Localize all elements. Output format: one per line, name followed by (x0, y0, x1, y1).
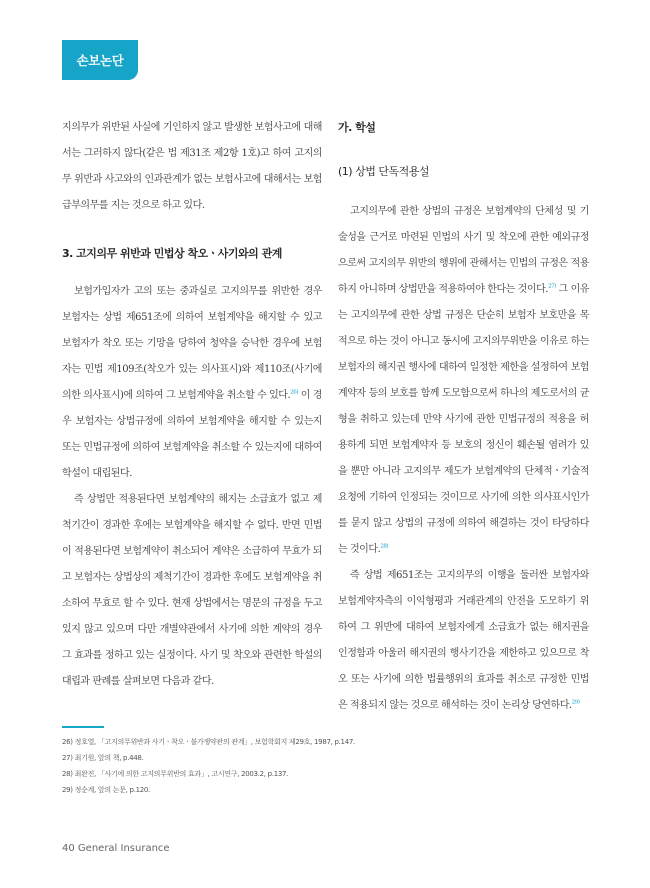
footnote-ref[interactable]: 26) (290, 389, 299, 396)
paragraph-text: 즉 상법 제651조는 고지의무의 이행을 둘러싼 보험자와 보험계약자측의 이익형평과 거래관계의 안전을 도모하기 위하여 그 위반에 대하여 보험자에게 소급효가 없는 해지권을 인정함과 아울러 해지권의 행사기간을 제한하고 있으므로 착오 또는 사기에 의한 법률행위의 효과를 취소로 규정한 민법은 적용되지 않는 것으로 해석하는 것이 논리상 당연하다. (338, 570, 589, 711)
paragraph (338, 199, 589, 563)
section-heading: 3. 고지의무 위반과 민법상 착오ㆍ사기와의 관계 (62, 247, 282, 260)
paragraph (62, 279, 322, 487)
paragraph-text: 이 경우 보험자는 상법규정에 의하여 보험계약을 해지할 수 있는지 또는 민법규정에 의하여 보험계약을 취소할 수 있는지에 대하여 학설이 대립된다. (62, 390, 322, 479)
publication-name: General Insurance (77, 843, 170, 854)
footnote: 27) 최기원, 앞의 책, p.448. (62, 754, 144, 762)
section-tab: 손보논단 (62, 40, 138, 80)
page-footer (62, 843, 170, 854)
footnote-ref[interactable]: 29) (571, 699, 580, 706)
subsection-heading: 가. 학설 (338, 121, 376, 134)
paragraph-text: 그 이유는 고지의무에 관한 상법 규정은 단순히 보험자 보호만을 목적으로 하는 것이 아니고 동시에 고지의무위반을 이유로 하는 보험자의 해지권 행사에 대하여 일정한 제한을 설정하여 보험계약자 등의 보호를 함께 도모함으로써 하나의 제도로서의 균형을 취하고 있는데 만약 사기에 관한 민법규정의 적용을 허용하게 되면 보험계약자 등 보호의 정신이 훼손될 염려가 있을 뿐만 아니라 고지의무 제도가 보험계약의 단체적ㆍ기술적 요청에 기하여 인정되는 것이므로 사기에 의한 의사표시인가를 묻지 않고 상법의 규정에 의하여 해결하는 것이 타당하다는 것이다. (338, 284, 589, 555)
right-column (338, 115, 589, 719)
page-number: 40 (62, 843, 75, 854)
footnote: 29) 정순계, 앞의 논문, p.120. (62, 786, 150, 794)
footnote-ref[interactable]: 28) (380, 543, 389, 550)
footnote: 26) 정호열, 「고지의무위반과 사기ㆍ착오ㆍ불가쟁약관의 관계」, 보험학회지 제29호, 1987, p.147. (62, 738, 355, 746)
left-column (62, 115, 322, 695)
paragraph-text: 보험가입자가 고의 또는 중과실로 고지의무를 위반한 경우 보험자는 상법 제651조에 의하여 보험계약을 해지할 수 있고 보험자가 착오 또는 기망을 당하여 청약을 승낙한 경우에 보험자는 민법 제109조(착오가 있는 의사표시)와 제110조(사기에 의한 의사표시)에 의하여 그 보험계약을 취소할 수 있다. (62, 286, 322, 401)
footnotes (62, 734, 355, 798)
footnote-ref[interactable]: 27) (548, 283, 556, 290)
paragraph: 지의무가 위반된 사실에 기인하지 않고 발생한 보험사고에 대해서는 그러하지 않다(같은 법 제31조 제2항 1호)고 하여 고지의무 위반과 사고와의 인과관계가 없는 보험사고에 대해서는 보험급부의무를 지는 것으로 하고 있다. (62, 122, 322, 211)
footnote-divider (62, 726, 104, 728)
paragraph-text: 고지의무에 관한 상법의 규정은 보험계약의 단체성 및 기술성을 근거로 마련된 민법의 사기 및 착오에 관한 예외규정으로써 고지의무 위반의 행위에 관해서는 민법의 규정은 적용하지 아니하며 상법만을 적용하여야 한다는 것이다. (338, 206, 589, 295)
paragraph: 즉 상법만 적용된다면 보험계약의 해지는 소급효가 없고 제척기간이 경과한 후에는 보험계약을 해지할 수 없다. 반면 민법이 적용된다면 보험계약이 취소되어 계약은 소급하여 무효가 되고 보험자는 상법상의 제척기간이 경과한 후에도 보험계약을 취소하여 무효로 할 수 있다. 현재 상법에서는 명문의 규정을 두고 있지 않고 있으며 다만 개별약관에서 사기에 의한 계약의 경우 그 효과를 정하고 있는 실정이다. 사기 및 착오와 관련한 학설의 대립과 판례를 살펴보면 다음과 같다. (62, 494, 322, 687)
subsection-heading: (1) 상법 단독적용설 (338, 165, 429, 178)
footnote: 28) 최완진, 「사기에 의한 고지의무위반의 효과」, 고시연구, 2003.2, p.137. (62, 770, 289, 778)
paragraph (338, 563, 589, 719)
